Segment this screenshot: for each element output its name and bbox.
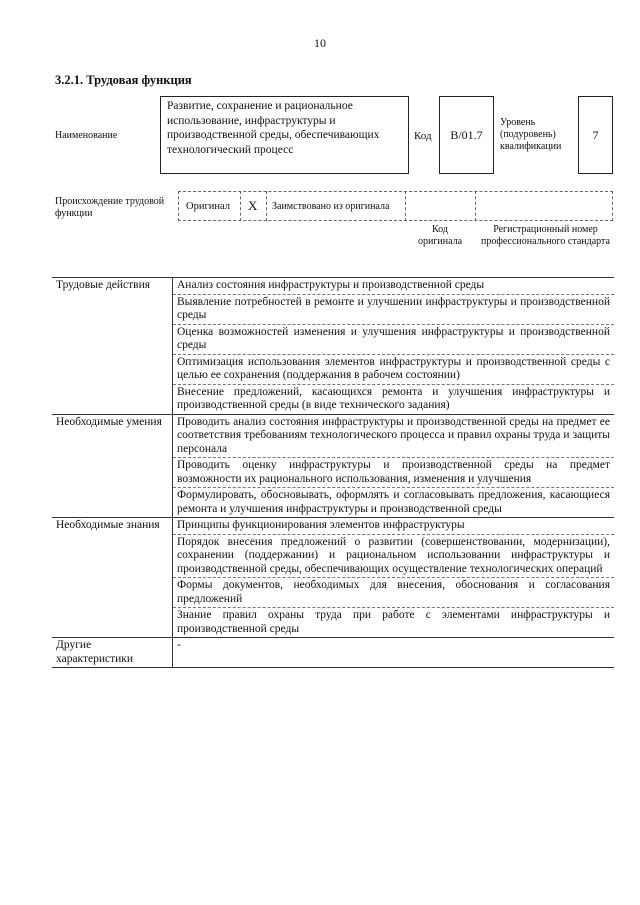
actions-item: Оптимизация использования элементов инфраструктуры и производственной среды с целью ее сохранения (поддержания в рабочем состоянии) [173,354,615,384]
origin-separator [475,191,476,221]
origin-separator [266,191,267,221]
knowledge-item: Принципы функционирования элементов инфраструктуры [173,518,615,535]
level-label: Уровень (подуровень) квалификации [500,117,562,152]
actions-item: Выявление потребностей в ремонте и улучшении инфраструктуры и производственной среды [173,294,615,324]
code-label: Код [414,130,432,142]
section-title: 3.2.1. Трудовая функция [55,73,192,87]
origin-frame [178,191,613,221]
origin-separator [240,191,241,221]
name-label: Наименование [55,130,118,141]
row-label-actions: Трудовые действия [52,278,173,415]
knowledge-item: Формы документов, необходимых для внесения, обоснования и согласования предложений [173,578,615,608]
level-box [578,96,613,174]
row-label-skills: Необходимые умения [52,414,173,518]
level-value: 7 [592,127,599,142]
origin-original-mark: X [248,198,258,213]
origin-original: Оригинал [186,200,230,212]
origin-borrowed: Заимствовано из оригинала [272,200,390,212]
skills-item: Формулировать, обосновывать, оформлять и согласовывать предложения, касающиеся ремонта и улучшения инфраструктуры и производственной среды [173,488,615,518]
origin-separator [405,191,406,221]
page-number: 10 [314,36,326,50]
row-label-other: Другие характеристики [52,638,173,668]
knowledge-item: Знание правил охраны труда при работе с элементами инфраструктуры и производственной среды [173,608,615,638]
knowledge-item: Порядок внесения предложений о развитии (совершенствовании, модернизации), сохранении (поддержании) и рациональном использовании инфраструктуры и производственной среды, обеспечивающих осуществление технологических операций [173,534,615,578]
function-name-value: Развитие, сохранение и рациональное использование, инфраструктуры и производственной среды, обеспечивающих технологический процесс [167,100,380,156]
reg-number-label: Регистрационный номер профессионального стандарта [481,224,610,247]
code-value: B/01.7 [450,127,483,142]
actions-item: Оценка возможностей изменения и улучшения инфраструктуры и производственной среды [173,324,615,354]
code-box [439,96,494,174]
code-original-label: Код оригинала [417,224,463,247]
skills-item: Проводить оценку инфраструктуры и производственной среды на предмет возможности их рационального использования, изменения и улучшения [173,458,615,488]
skills-item: Проводить анализ состояния инфраструктуры и производственной среды на предмет ее соответствия требованиям технологического процесса и правил охраны труда и защиты персонала [173,414,615,458]
other-item: - [173,638,615,668]
origin-label: Происхождение трудовой функции [55,196,165,219]
actions-item: Внесение предложений, касающихся ремонта и улучшения инфраструктуры и производственной среды (в виде технического задания) [173,384,615,414]
function-name-box [160,96,409,174]
function-details-table [52,277,614,668]
row-label-knowledge: Необходимые знания [52,518,173,638]
actions-item: Анализ состояния инфраструктуры и производственной среды [173,278,615,295]
